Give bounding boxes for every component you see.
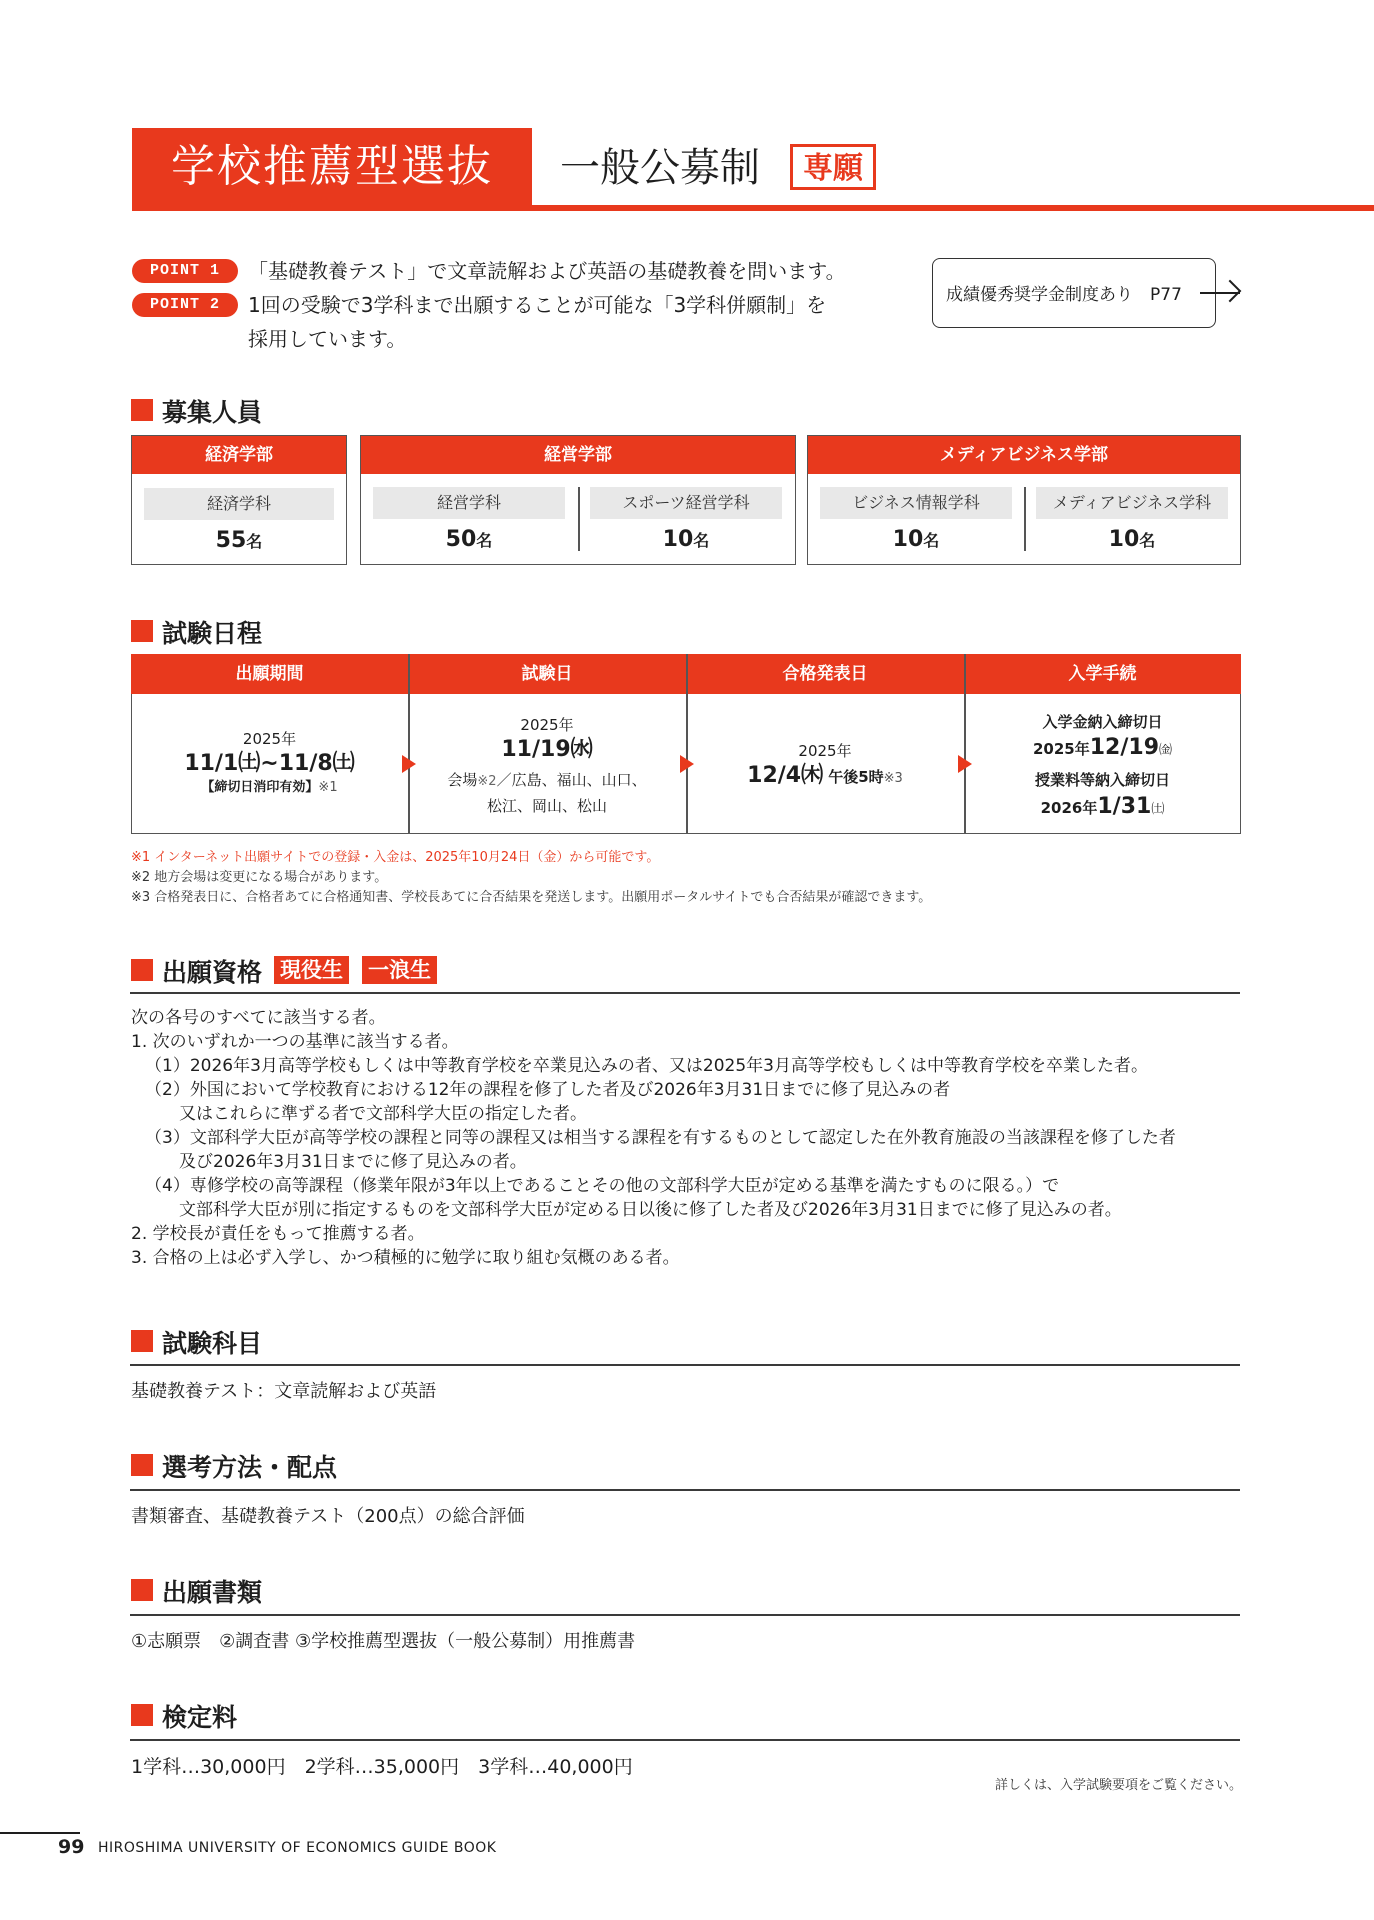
qual-line: （4）専修学校の高等課程（修業年限が3年以上であることその他の文部科学大臣が定める基準を満たすものに限る。）で (145, 1176, 1060, 1196)
qual-line: （1）2026年3月高等学校もしくは中等教育学校を卒業見込みの者、又は2025年3月高等学校もしくは中等教育学校を卒業した者。 (145, 1056, 1148, 1076)
dept-capacity: 10名 (1108, 527, 1156, 552)
dept-name: メディアビジネス学科 (1036, 487, 1228, 519)
section-marker (131, 620, 153, 642)
enroll-date2: 1/31 (1097, 794, 1152, 819)
dept-name: 経済学科 (144, 488, 334, 520)
capacity-economics (131, 435, 347, 565)
enroll-dow2: ㈯ (1151, 802, 1165, 817)
schedule-header-exam: 試験日 (408, 654, 686, 694)
result-time: 午後5時 (828, 768, 884, 786)
qual-line: 3. 合格の上は必ず入学し、かつ積極的に勉学に取り組む気概のある者。 (131, 1248, 680, 1268)
documents-text: ①志願票 ②調査書 ③学校推薦型選抜（一般公募制）用推薦書 (131, 1631, 636, 1652)
application-period: 11/1㈯~11/8㈯ (184, 751, 355, 776)
schedule-header-application: 出願期間 (131, 654, 408, 694)
qual-line: （3）文部科学大臣が高等学校の課程と同等の課程又は相当する課程を有するものとして認定した在外教育施設の当該課程を修了した者 (145, 1128, 1176, 1148)
qual-line: （2）外国において学校教育における12年の課程を修了した者及び2026年3月31日までに修了見込みの者 (145, 1080, 951, 1100)
schedule-title: 試験日程 (162, 619, 263, 648)
faculty-name: メディアビジネス学部 (808, 436, 1240, 474)
result-year: 2025年 (798, 742, 852, 760)
qualification-title: 出願資格 (162, 958, 263, 987)
schedule-header-enroll: 入学手続 (964, 654, 1241, 694)
column-divider (578, 487, 580, 551)
venues-line2: 松江、岡山、松山 (486, 797, 607, 815)
point-2-text-line2: 採用しています。 (248, 327, 407, 351)
dept-capacity: 10名 (662, 527, 710, 552)
dept-name: 経営学科 (373, 487, 565, 519)
section-rule (130, 1739, 1240, 1741)
header-rule (132, 205, 1374, 211)
enroll-dow1: ㈮ (1159, 743, 1173, 758)
qual-line: 1. 次のいずれか一つの基準に該当する者。 (131, 1032, 459, 1052)
dept-name: スポーツ経営学科 (590, 487, 782, 519)
application-year: 2025年 (242, 730, 297, 748)
note-ref: ※3 (883, 771, 903, 786)
result-date: 12/4㈭ (747, 763, 824, 788)
point-1-badge: POINT 1 (132, 259, 238, 283)
fee-note: 詳しくは、入学試験要項をご覧ください。 (994, 1778, 1242, 1793)
qual-line: 及び2026年3月31日までに修了見込みの者。 (179, 1152, 527, 1172)
note-ref: ※1 (318, 780, 338, 795)
arrow-head-icon (1219, 280, 1242, 303)
dept-capacity: 10名 (892, 527, 940, 552)
result-cell (686, 740, 964, 793)
section-rule (130, 1364, 1240, 1366)
documents-title: 出願書類 (162, 1578, 263, 1607)
capacity-title: 募集人員 (162, 398, 263, 427)
application-cell (131, 728, 408, 798)
enroll-cell (964, 710, 1241, 824)
exam-year: 2025年 (520, 716, 574, 734)
point-1-text: 「基礎教養テスト」で文章読解および英語の基礎教養を問います。 (248, 259, 846, 283)
dept-name: ビジネス情報学科 (820, 487, 1012, 519)
section-rule (130, 992, 1240, 994)
column-divider (1024, 487, 1026, 551)
enroll-year1: 2025年 (1032, 740, 1090, 758)
schedule-note-3: ※3 合格発表日に、合格者あてに合格通知書、学校長あてに合否結果を発送します。出願用ポータルサイトでも合否結果が確認できます。 (131, 890, 932, 905)
qual-line: 又はこれらに準ずる者で文部科学大臣の指定した者。 (179, 1104, 587, 1124)
method-title: 選考方法・配点 (162, 1453, 338, 1482)
point-2-badge: POINT 2 (132, 293, 238, 317)
fee-title: 検定料 (162, 1703, 238, 1732)
faculty-name: 経済学部 (132, 436, 346, 474)
scholarship-text: 成績優秀奨学金制度あり P77 (946, 285, 1182, 305)
faculty-name: 経営学部 (361, 436, 795, 474)
enroll-year2: 2026年 (1040, 799, 1098, 817)
footer-rule (0, 1832, 80, 1834)
section-marker (131, 1704, 153, 1726)
tag-one-year-ronin: 一浪生 (362, 956, 437, 984)
section-marker (131, 399, 153, 421)
qual-line: 2. 学校長が責任をもって推薦する者。 (131, 1224, 425, 1244)
section-rule (130, 1614, 1240, 1616)
page-number: 99 (58, 1836, 85, 1858)
method-text: 書類審査、基礎教養テスト（200点）の総合評価 (131, 1506, 525, 1527)
exam-date: 11/19㈬ (501, 737, 593, 762)
enroll-date1: 12/19 (1089, 735, 1159, 760)
page-subtitle: 一般公募制 (560, 145, 760, 191)
section-marker (131, 1579, 153, 1601)
section-rule (130, 1489, 1240, 1491)
point-2-text-line1: 1回の受験で3学科まで出願することが可能な「3学科併願制」を (248, 293, 827, 317)
venues-line1: ／広島、福山、山口、 (496, 771, 647, 789)
enroll-fee-label: 入学金納入締切日 (1042, 713, 1163, 731)
qual-line: 文部科学大臣が別に指定するものを文部科学大臣が定める日以後に修了した者及び2026年3月31日までに修了見込みの者。 (179, 1200, 1122, 1220)
fee-text: 1学科…30,000円 2学科…35,000円 3学科…40,000円 (131, 1756, 633, 1778)
subjects-text: 基礎教養テスト：文章読解および英語 (131, 1381, 437, 1402)
venue-label: 会場 (447, 771, 478, 789)
exclusive-badge: 専願 (790, 144, 876, 190)
subjects-title: 試験科目 (162, 1329, 263, 1358)
exam-cell (408, 714, 686, 818)
dept-capacity: 55名 (215, 528, 263, 553)
section-marker (131, 1330, 153, 1352)
page-title: 学校推薦型選抜 (171, 141, 493, 192)
tag-current-student: 現役生 (274, 956, 349, 984)
schedule-note-1: ※1 インターネット出願サイトでの登録・入金は、2025年10月24日（金）から可能です。 (131, 850, 660, 865)
schedule-header-result: 合格発表日 (686, 654, 964, 694)
section-marker (131, 1454, 153, 1476)
schedule-note-2: ※2 地方会場は変更になる場合があります。 (131, 870, 388, 885)
tuition-label: 授業料等納入締切日 (1034, 771, 1170, 789)
footer-title: HIROSHIMA UNIVERSITY OF ECONOMICS GUIDE BOOK (98, 1840, 497, 1856)
dept-capacity: 50名 (445, 527, 493, 552)
note-ref: ※2 (477, 774, 497, 789)
qual-line: 次の各号のすべてに該当する者。 (131, 1008, 386, 1028)
postmark-note: 【締切日消印有効】 (201, 780, 319, 795)
section-marker (131, 959, 153, 981)
